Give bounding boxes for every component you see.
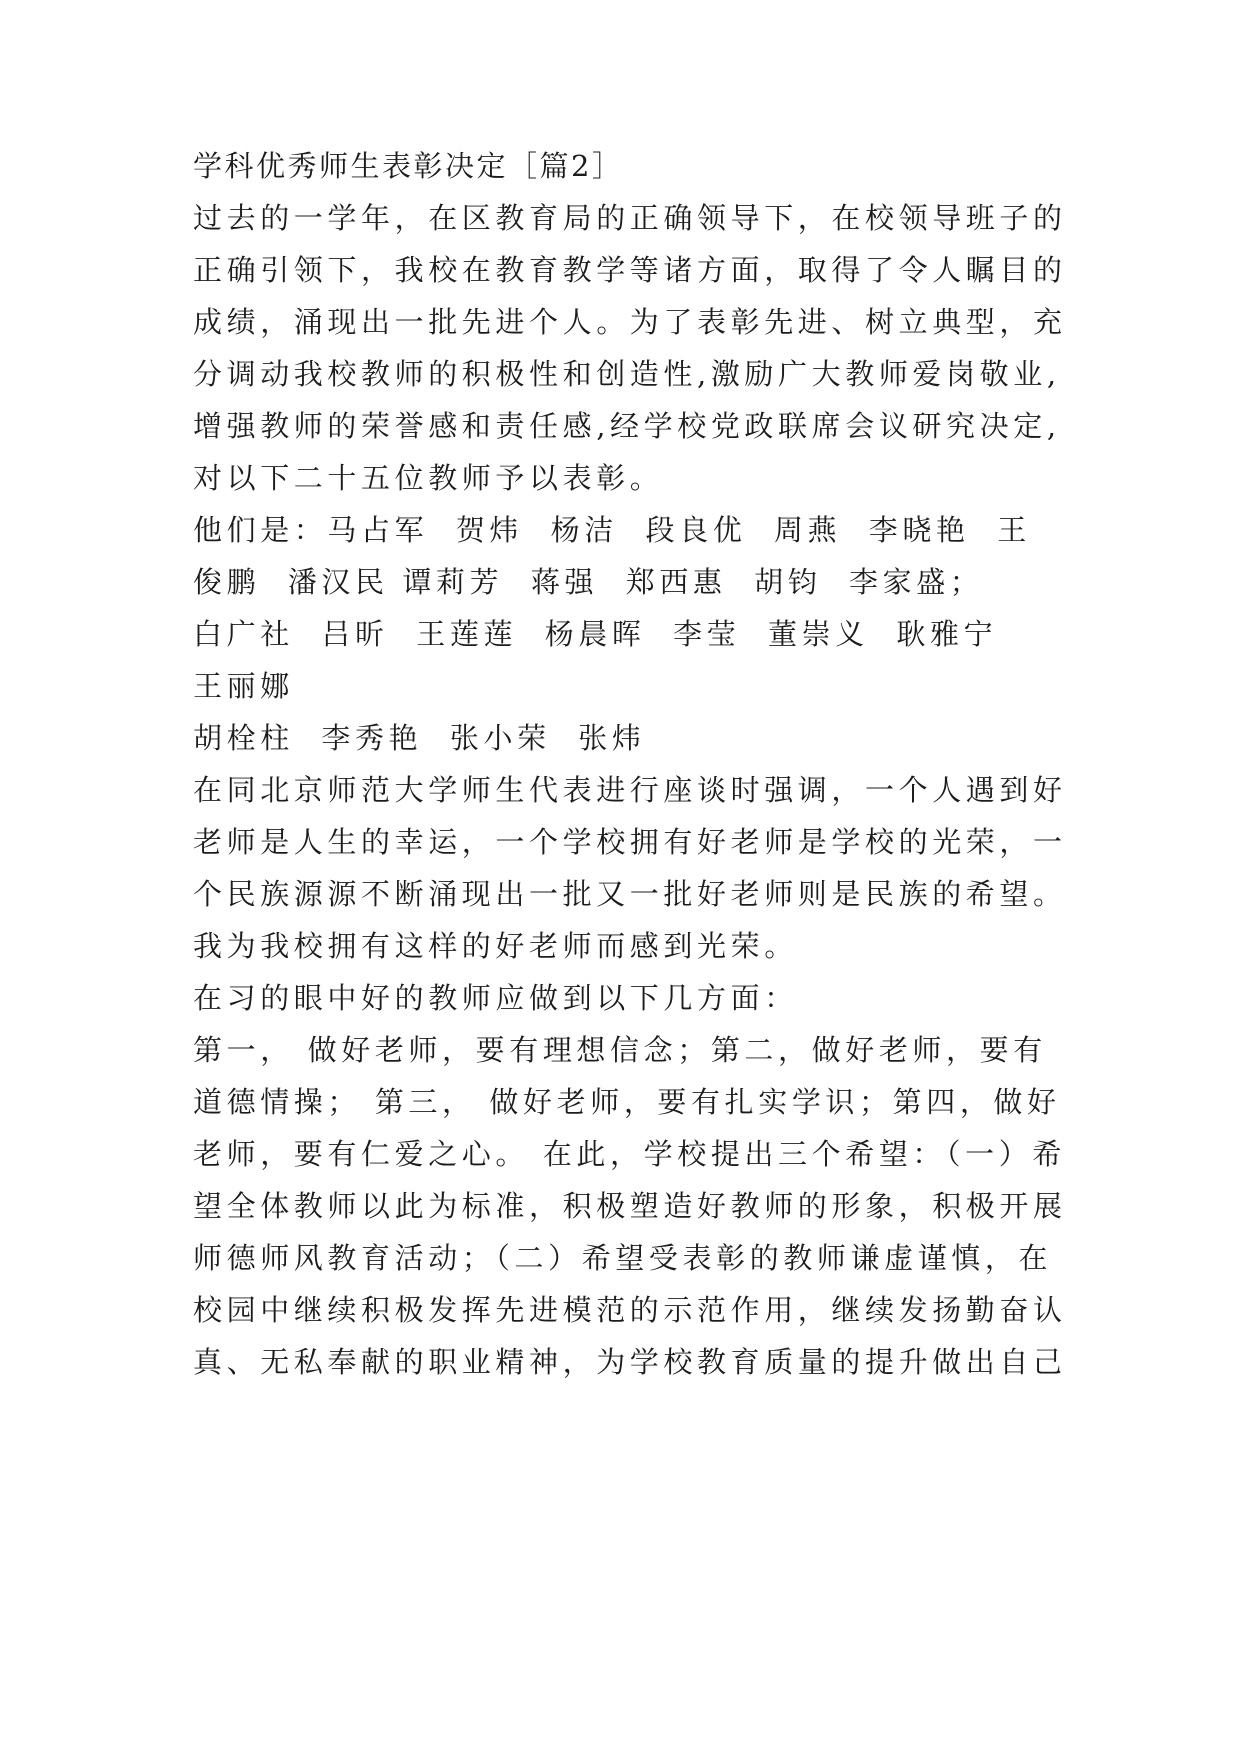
text-line: 对以下二十五位教师予以表彰。	[193, 461, 664, 495]
text-line: 老师是人生的幸运，一个学校拥有好老师是学校的光荣，一	[193, 825, 1067, 859]
text-line: 正确引领下，我校在教育教学等诸方面，取得了令人瞩目的	[193, 253, 1067, 287]
text-line: 第一， 做好老师，要有理想信念；第二，做好老师，要有	[193, 1033, 1047, 1067]
text-line: 真、无私奉献的职业精神，为学校教育质量的提升做出自己	[193, 1345, 1067, 1379]
text-line: 胡栓柱 李秀艳 张小荣 张炜	[193, 721, 646, 755]
text-line: 成绩，涌现出一批先进个人。为了表彰先进、树立典型，充	[193, 305, 1067, 339]
text-line: 他们是：马占军 贺炜 杨洁 段良优 周燕 李晓艳 王	[193, 513, 1031, 547]
text-line: 增强教师的荣誉感和责任感,经学校党政联席会议研究决定,	[193, 409, 1061, 443]
text-line: 王丽娜	[193, 669, 294, 703]
text-line: 个民族源源不断涌现出一批又一批好老师则是民族的希望。	[193, 877, 1067, 911]
document-title: 学科优秀师生表彰决定［篇2］	[193, 149, 624, 183]
text-line: 分调动我校教师的积极性和创造性,激励广大教师爱岗敬业,	[193, 357, 1061, 391]
text-line: 校园中继续积极发挥先进模范的示范作用，继续发扬勤奋认	[193, 1293, 1067, 1327]
text-line: 俊鹏 潘汉民 谭莉芳 蒋强 郑西惠 胡钧 李家盛；	[193, 565, 984, 599]
text-line: 过去的一学年，在区教育局的正确领导下，在校领导班子的	[193, 201, 1067, 235]
text-line: 老师，要有仁爱之心。 在此，学校提出三个希望：（一）希	[193, 1137, 1066, 1171]
text-line: 在习的眼中好的教师应做到以下几方面：	[193, 981, 798, 1015]
text-line: 白广社 吕昕 王莲莲 杨晨晖 李莹 董崇义 耿雅宁	[193, 617, 998, 651]
text-line: 在同北京师范大学师生代表进行座谈时强调，一个人遇到好	[193, 773, 1067, 807]
text-line: 我为我校拥有这样的好老师而感到光荣。	[193, 929, 798, 963]
text-line: 道德情操； 第三， 做好老师，要有扎实学识；第四，做好	[193, 1085, 1061, 1119]
text-line: 师德师风教育活动；（二）希望受表彰的教师谦虚谨慎，在	[193, 1241, 1053, 1275]
text-line: 望全体教师以此为标准，积极塑造好教师的形象，积极开展	[193, 1189, 1067, 1223]
